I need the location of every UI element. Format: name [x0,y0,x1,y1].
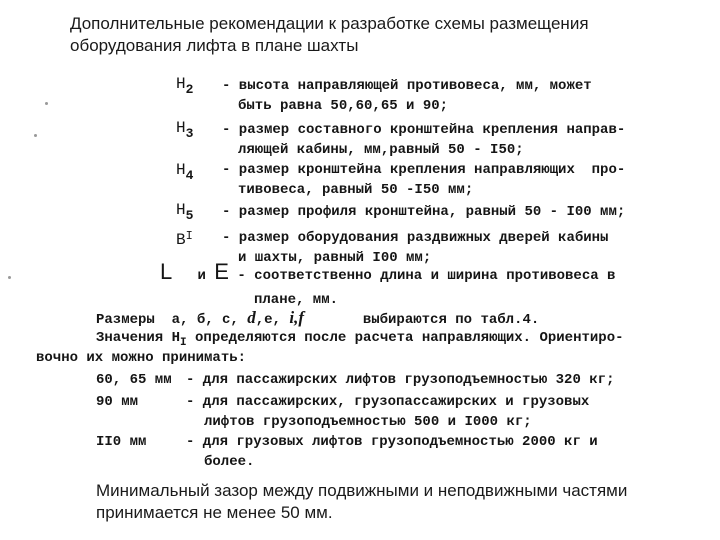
symbol-h3: $H_3$ [176,119,194,141]
footer-line-1: Минимальный зазор между подвижными и неподвижными частями [96,481,628,500]
symbol-e: E [214,259,229,284]
table-desc-2-line-2: более. [204,454,255,470]
definition-h3-line-1: - размер составного кронштейна крепления направ- [222,122,626,138]
definition-h4-line-1: - размер кронштейна крепления направляющих про- [222,162,626,178]
footer-note [96,480,696,524]
symbol-h4: $H_4$ [176,161,194,183]
definition-l-e-line-1: - соответственно длина и ширина противовеса в [237,268,616,284]
table-desc-1-line-2: лифтов грузоподъемностью 500 и I000 кг; [204,414,532,430]
definition-h3-line-2: ляющей кабины, мм,равный 50 - I50; [238,142,524,158]
scan-speck [34,134,37,137]
definition-l-e-line-2: плане, мм. [254,292,339,308]
definition-h4-line-2: тивовеса, равный 50 -I50 мм; [238,182,474,198]
scan-speck [8,276,11,279]
values-line-2: вочно их можно принимать: [36,350,247,366]
table-desc-0-line-1: - для пассажирских лифтов грузоподъемностью 320 кг; [186,372,615,388]
table-size-0: 60, 65 мм [96,372,172,388]
title-line-1: Дополнительные рекомендации к разработке схемы размещения [70,14,589,33]
definition-h5-line-1: - размер профиля кронштейна, равный 50 - I00 мм; [222,204,626,220]
definition-h2-line-2: быть равна 50,60,65 и 90; [238,98,449,114]
definition-b1-line-2: и шахты, равный I00 мм; [238,250,432,266]
footer-line-2: принимается не менее 50 мм. [96,503,333,522]
values-line-1: Значения $H_I$ определяются после расчета направляющих. Ориентиро- [96,330,624,349]
definition-b1-line-1: - размер оборудования раздвижных дверей кабины [222,230,609,246]
sizes-line: Размеры а, б, с, d,е, i,f выбираются по табл.4. [96,308,540,328]
symbol-h5: $H_5$ [176,201,194,223]
slide-title [70,13,670,57]
table-desc-1-line-1: - для пассажирских, грузопассажирских и грузовых [186,394,590,410]
symbol-b1: $B^I$ [176,229,193,249]
and-word: и [197,268,206,284]
table-desc-2-line-1: - для грузовых лифтов грузоподъемностью 2000 кг и [186,434,598,450]
definition-h2-line-1: - высота направляющей противовеса, мм, может [222,78,592,94]
symbol-l: L [160,259,173,284]
table-size-1: 90 мм [96,394,139,410]
symbol-h2: $H_2$ [176,75,194,97]
title-line-2: оборудования лифта в плане шахты [70,36,359,55]
table-size-2: II0 мм [96,434,147,450]
scan-speck [45,102,48,105]
definition-l-e [160,259,616,286]
